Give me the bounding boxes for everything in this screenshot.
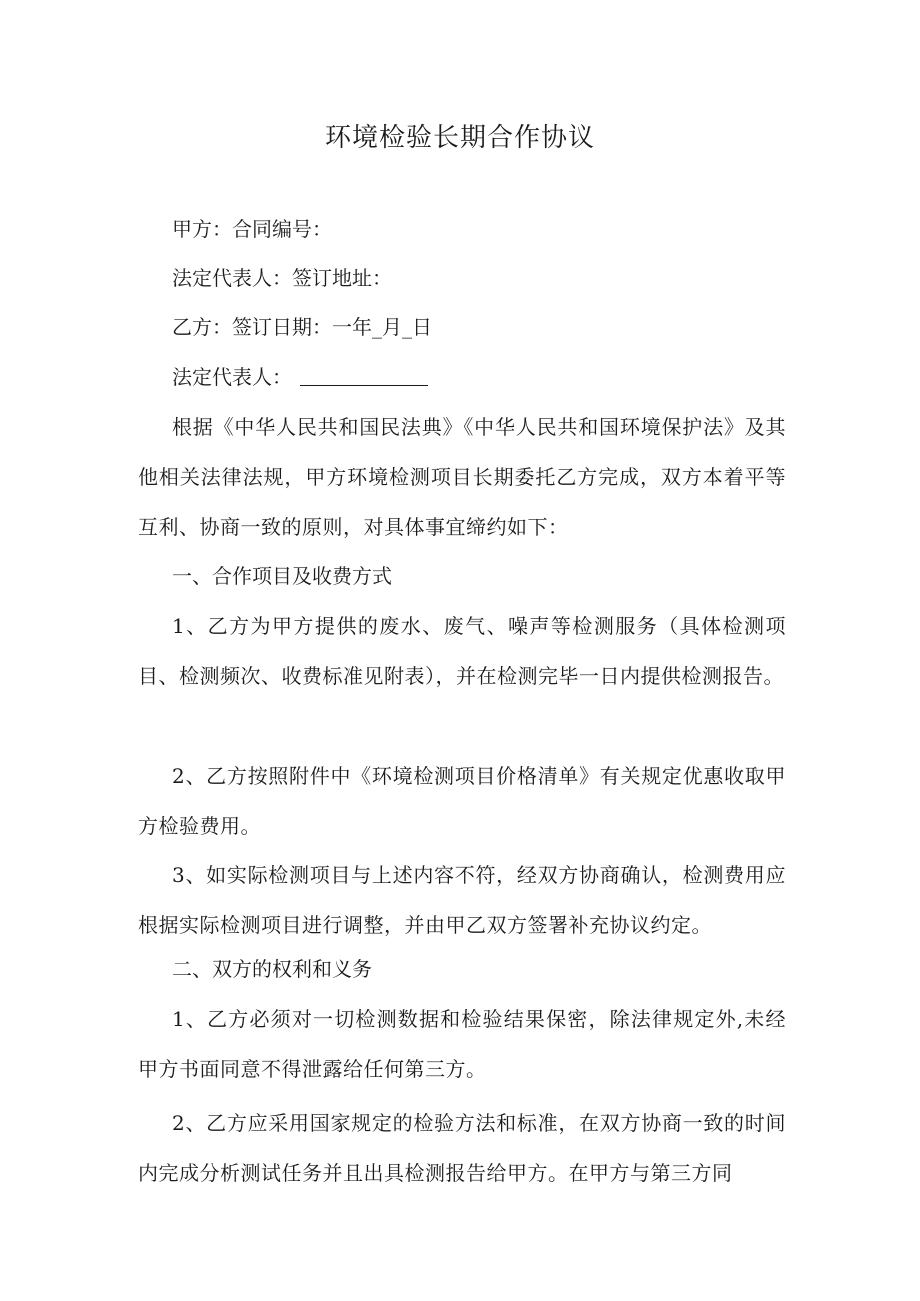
legal-rep-sign-address-line: 法定代表人：签订地址： bbox=[172, 266, 392, 290]
signature-blank bbox=[300, 363, 428, 386]
section2-item1: 1、乙方必须对一切检测数据和检验结果保密，除法律规定外,未经甲方书面同意不得泄露给任何第三方。 bbox=[138, 1007, 786, 1081]
section1-item1: 1、乙方为甲方提供的废水、废气、噪声等检测服务（具体检测项目、检测频次、收费标准见附表），并在检测完毕一日内提供检测报告。 bbox=[138, 614, 786, 688]
document-title: 环境检验长期合作协议 bbox=[324, 123, 595, 153]
section2-heading: 二、双方的权利和义务 bbox=[172, 957, 372, 981]
party-b-line: 乙方：签订日期：一年_月_日 bbox=[172, 315, 432, 339]
section1-item2: 2、乙方按照附件中《环境检测项目价格清单》有关规定优惠收取甲方检验费用。 bbox=[138, 764, 786, 838]
legal-rep-b-line bbox=[172, 362, 428, 392]
section1-item3: 3、如实际检测项目与上述内容不符，经双方协商确认，检测费用应根据实际检测项目进行调整，并由甲乙双方签署补充协议约定。 bbox=[138, 863, 786, 937]
section1-heading: 一、合作项目及收费方式 bbox=[172, 564, 392, 588]
intro-paragraph: 根据《中华人民共和国民法典》《中华人民共和国环境保护法》及其他相关法律法规，甲方环境检测项目长期委托乙方完成，双方本着平等互利、协商一致的原则，对具体事宜缔约如下： bbox=[138, 415, 786, 539]
party-a-line: 甲方：合同编号： bbox=[172, 217, 332, 241]
section2-item2: 2、乙方应采用国家规定的检验方法和标准，在双方协商一致的时间内完成分析测试任务并且出具检测报告给甲方。在甲方与第三方同 bbox=[138, 1111, 786, 1185]
legal-rep-b-label: 法定代表人： bbox=[172, 365, 292, 389]
